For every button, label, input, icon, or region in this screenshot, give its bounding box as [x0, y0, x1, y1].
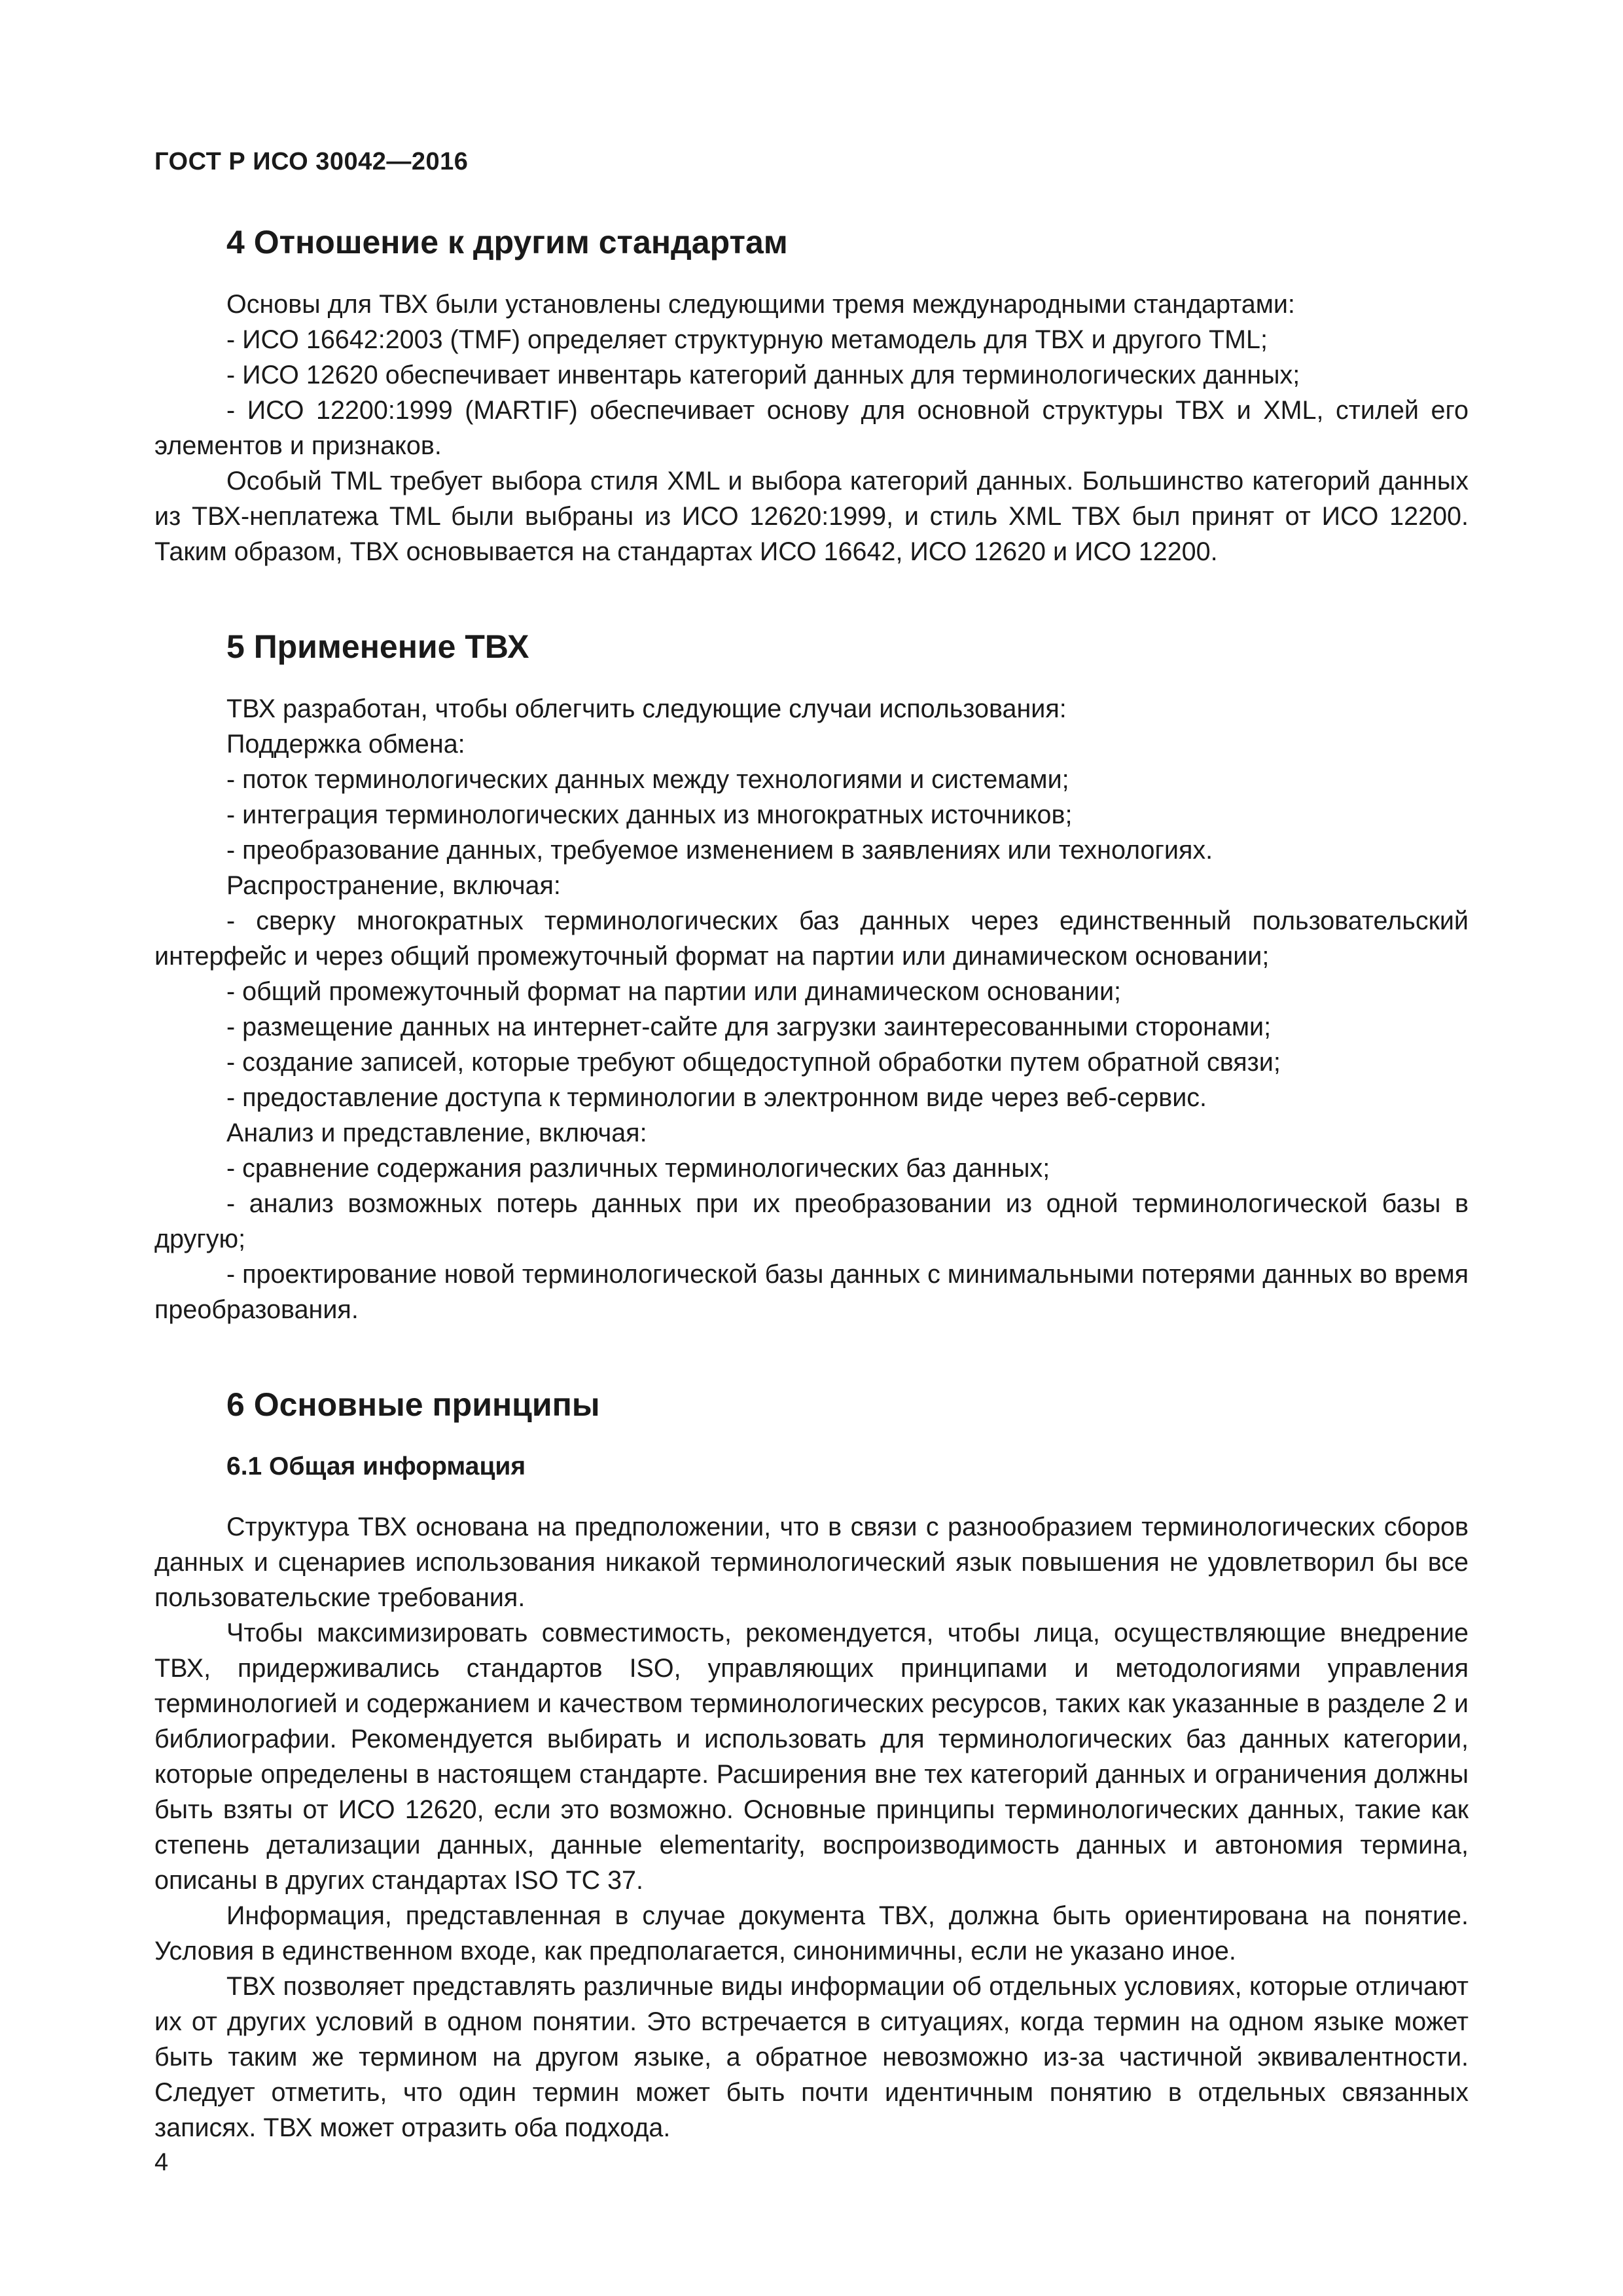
paragraph: Информация, представленная в случае документа ТВХ, должна быть ориентирована на понятие. Условия в единственном входе, как предполагается, синонимичны, если не указано иное. — [154, 1901, 1469, 1965]
list-item: - общий промежуточный формат на партии или динамическом основании; — [226, 977, 1121, 1006]
section-6 — [154, 1385, 1469, 2145]
list-item: - преобразование данных, требуемое изменением в заявлениях или технологиях. — [226, 836, 1213, 865]
section-4 — [154, 223, 1469, 569]
list-item: - создание записей, которые требуют общедоступной обработки путем обратной связи; — [226, 1048, 1281, 1077]
section-title: 4 Отношение к другим стандартам — [226, 224, 788, 260]
page-content — [154, 223, 1469, 2203]
paragraph: Основы для ТВХ были установлены следующими тремя международными стандартами: — [226, 290, 1295, 319]
page-number: 4 — [154, 2149, 169, 2176]
document-header: ГОСТ Р ИСО 30042—2016 — [154, 148, 469, 175]
paragraph: Поддержка обмена: — [226, 730, 465, 759]
paragraph: ТВХ разработан, чтобы облегчить следующие случаи использования: — [226, 694, 1067, 723]
paragraph: Распространение, включая: — [226, 871, 561, 900]
list-item: - интеграция терминологических данных из многократных источников; — [226, 800, 1073, 829]
list-item: - анализ возможных потерь данных при их преобразовании из одной терминологической базы в другую; — [154, 1189, 1469, 1253]
paragraph: Анализ и представление, включая: — [226, 1119, 647, 1147]
list-item: - ИСО 12200:1999 (MARTIF) обеспечивает основу для основной структуры ТВХ и XML, стилей его элементов и признаков. — [154, 396, 1469, 460]
list-item: - сверку многократных терминологических баз данных через единственный пользовательский интерфейс и через общий промежуточный формат на партии или динамическом основании; — [154, 906, 1469, 971]
list-item: - сравнение содержания различных терминологических баз данных; — [226, 1154, 1050, 1183]
list-item: - ИСО 16642:2003 (TMF) определяет структурную метамодель для ТВХ и другого TML; — [226, 325, 1268, 354]
section-title: 5 Применение ТВХ — [226, 628, 529, 665]
list-item: - предоставление доступа к терминологии в электронном виде через веб-сервис. — [226, 1083, 1207, 1112]
paragraph: Чтобы максимизировать совместимость, рекомендуется, чтобы лица, осуществляющие внедрение ТВХ, придерживались стандартов ISO, управляющих принципами и методологиями управления терминологией и содержанием и качеством терминологических ресурсов, таких как указанные в разделе 2 и библиографии. Рекомендуется выбирать и использовать для терминологических баз данных категории, которые определены в настоящем стандарте. Расширения вне тех категорий данных и ограничения должны быть взяты от ИСО 12620, если это возможно. Основные принципы терминологических данных, такие как степень детализации данных, данные elementarity, воспроизводимость данных и автономия термина, описаны в других стандартах ISO ТС 37. — [154, 1619, 1469, 1895]
section-5 — [154, 627, 1469, 1327]
section-title: 6 Основные принципы — [226, 1386, 600, 1423]
paragraph: Структура ТВХ основана на предположении, что в связи с разнообразием терминологических сборов данных и сценариев использования никакой терминологический язык повышения не удовлетворил бы все пользовательские требования. — [154, 1513, 1469, 1612]
list-item: - ИСО 12620 обеспечивает инвентарь категорий данных для терминологических данных; — [226, 361, 1300, 389]
list-item: - поток терминологических данных между технологиями и системами; — [226, 765, 1069, 794]
list-item: - размещение данных на интернет-сайте для загрузки заинтересованными сторонами; — [226, 1013, 1272, 1041]
paragraph: ТВХ позволяет представлять различные виды информации об отдельных условиях, которые отличают их от других условий в одном понятии. Это встречается в ситуациях, когда термин на одном языке может быть таким же термином на другом языке, а обратное невозможно из-за частичной эквивалентности. Следует отметить, что один термин может быть почти идентичным понятию в отдельных связанных записях. ТВХ может отразить оба подхода. — [154, 1972, 1469, 2142]
list-item: - проектирование новой терминологической базы данных с минимальными потерями данных во время преобразования. — [154, 1260, 1469, 1324]
paragraph: Особый TML требует выбора стиля XML и выбора категорий данных. Большинство категорий данных из ТВХ-неплатежа TML были выбраны из ИСО 12620:1999, и стиль XML ТВХ был принят от ИСО 12200. Таким образом, ТВХ основывается на стандартах ИСО 16642, ИСО 12620 и ИСО 12200. — [154, 467, 1469, 566]
subsection-title: 6.1 Общая информация — [226, 1452, 526, 1480]
